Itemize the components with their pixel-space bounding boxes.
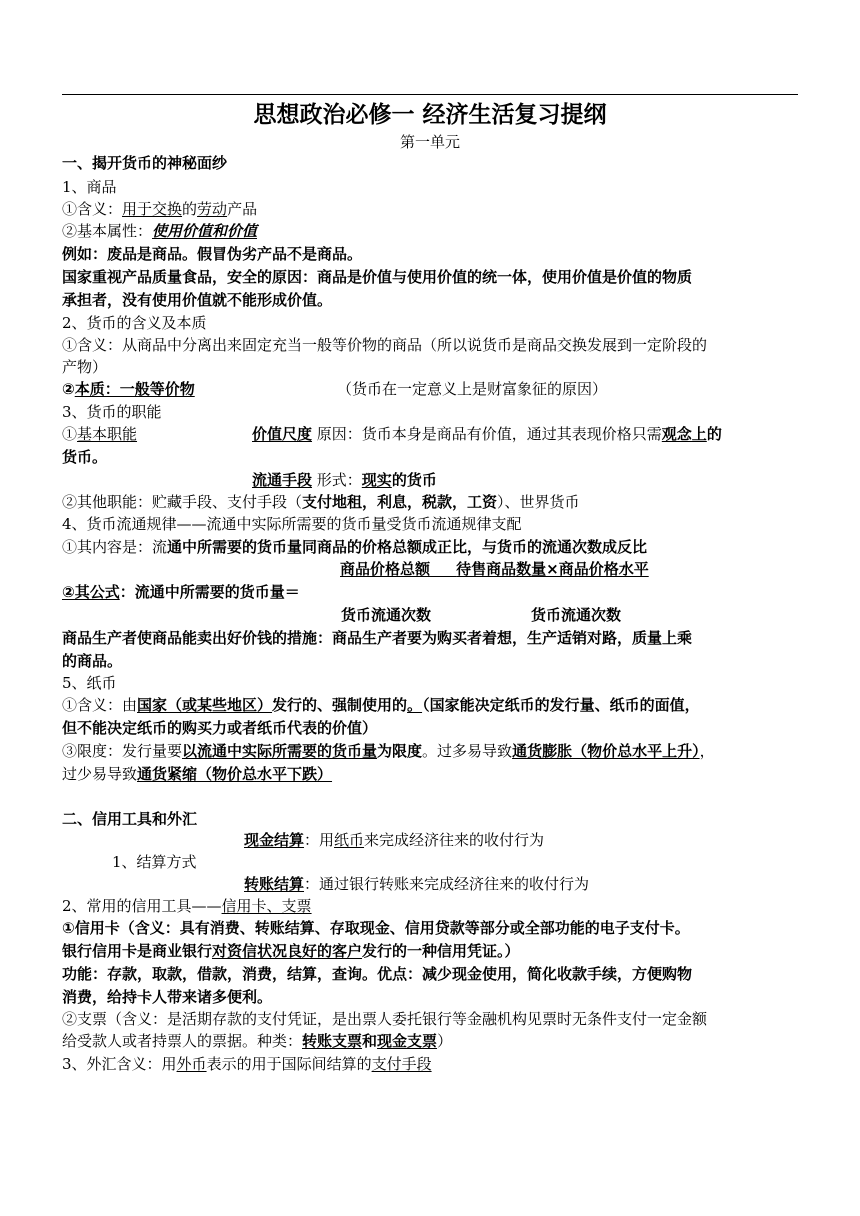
card-function-1: 功能：存款，取款，借款，消费，结算，查询。优点：减少现金使用，简化收款手续，方便购物 xyxy=(62,965,693,983)
card-function-2: 消费，给持卡人带来诸多便利。 xyxy=(62,988,273,1006)
item-circulation-law: 4、货币流通规律——流通中实际所需要的货币量受货币流通规律支配 xyxy=(62,515,522,533)
money-definition-2: 产物） xyxy=(62,358,108,376)
section-heading-1: 一、揭开货币的神秘面纱 xyxy=(62,154,228,172)
formula-numerator: 商品价格总额 待售商品数量×商品价格水平 xyxy=(340,560,649,578)
paper-definition-1: ①含义：由国家（或某些地区）发行的、强制使用的。（国家能决定纸币的发行量、纸币的面值， xyxy=(62,696,700,714)
item-commodity: 1、商品 xyxy=(62,178,117,196)
credit-tools: 2、常用的信用工具——信用卡、支票 xyxy=(62,897,312,915)
foreign-exchange: 3、外汇含义：用外币表示的用于国际间结算的支付手段 xyxy=(62,1055,432,1073)
producer-line-2: 的商品。 xyxy=(62,652,123,670)
credit-card-2: 银行信用卡是商业银行对资信状况良好的客户发行的一种信用凭证。） xyxy=(62,942,520,960)
item-money: 2、货币的含义及本质 xyxy=(62,314,207,332)
essence-note: （货币在一定意义上是财富象征的原因） xyxy=(337,380,608,398)
paper-limit-2: 过少易导致通货紧缩（物价总水平下跌） xyxy=(62,765,333,783)
item-functions: 3、货币的职能 xyxy=(62,403,162,421)
commodity-example: 例如：废品是商品。假冒伪劣产品不是商品。 xyxy=(62,245,363,263)
credit-card-1: ①信用卡（含义：具有消费、转账结算、存取现金、信用贷款等部分或全部功能的电子支付卡。 xyxy=(62,919,690,937)
formula-denominator-right: 货币流通次数 xyxy=(531,606,622,624)
circulation-means: 流通手段 形式：现实的货币 xyxy=(252,471,437,489)
item-paper-money: 5、纸币 xyxy=(62,674,117,692)
page-title: 思想政治必修一 经济生活复习提纲 xyxy=(253,102,607,128)
cheque-2: 给受款人或者持票人的票据。种类：转账支票和现金支票） xyxy=(62,1032,453,1050)
formula-denominator-left: 货币流通次数 xyxy=(341,606,432,624)
basic-function: ①基本职能 xyxy=(62,425,138,443)
unit-heading: 第一单元 xyxy=(399,133,460,151)
money-end: 货币。 xyxy=(62,448,108,466)
cheque-1: ②支票（含义：是活期存款的支付凭证，是出票人委托银行等金融机构见票时无条件支付一定金额 xyxy=(62,1010,708,1028)
quality-line-2: 承担者，没有使用价值就不能形成价值。 xyxy=(62,291,333,309)
producer-line-1: 商品生产者使商品能卖出好价钱的措施：商品生产者要为购买者着想，生产适销对路，质量上乘 xyxy=(62,629,693,647)
formula-line: ②其公式：流通中所需要的货币量＝ xyxy=(62,583,300,601)
money-essence: ②本质：一般等价物 xyxy=(62,380,195,398)
quality-line-1: 国家重视产品质量食品，安全的原因：商品是价值与使用价值的统一体，使用价值是价值的物质 xyxy=(62,268,693,286)
paper-definition-2: 但不能决定纸币的购买力或者纸币代表的价值） xyxy=(62,719,378,737)
header-rule xyxy=(62,94,798,95)
commodity-attributes: ②基本属性：使用价值和价值 xyxy=(62,222,258,240)
money-definition-1: ①含义：从商品中分离出来固定充当一般等价物的商品（所以说货币是商品交换发展到一定阶段的 xyxy=(62,336,708,354)
commodity-definition: ①含义：用于交换的劳动产品 xyxy=(62,200,258,218)
value-measure: 价值尺度 原因：货币本身是商品有价值，通过其表现价格只需观念上的 xyxy=(252,425,722,443)
section-heading-2: 二、信用工具和外汇 xyxy=(62,810,198,828)
other-functions: ②其他职能：贮藏手段、支付手段（支付地租，利息，税款，工资）、世界货币 xyxy=(62,493,580,511)
settlement-methods: 1、结算方式 xyxy=(112,853,197,871)
law-content: ①其内容是：流通中所需要的货币量同商品的价格总额成正比，与货币的流通次数成反比 xyxy=(62,538,648,556)
paper-limit-1: ③限度：发行量要以流通中实际所需要的货币量为限度。过多易导致通货膨胀（物价总水平上升）， xyxy=(62,742,715,760)
transfer-settlement: 转账结算：通过银行转账来完成经济往来的收付行为 xyxy=(244,875,590,893)
cash-settlement: 现金结算：用纸币来完成经济往来的收付行为 xyxy=(244,831,545,849)
